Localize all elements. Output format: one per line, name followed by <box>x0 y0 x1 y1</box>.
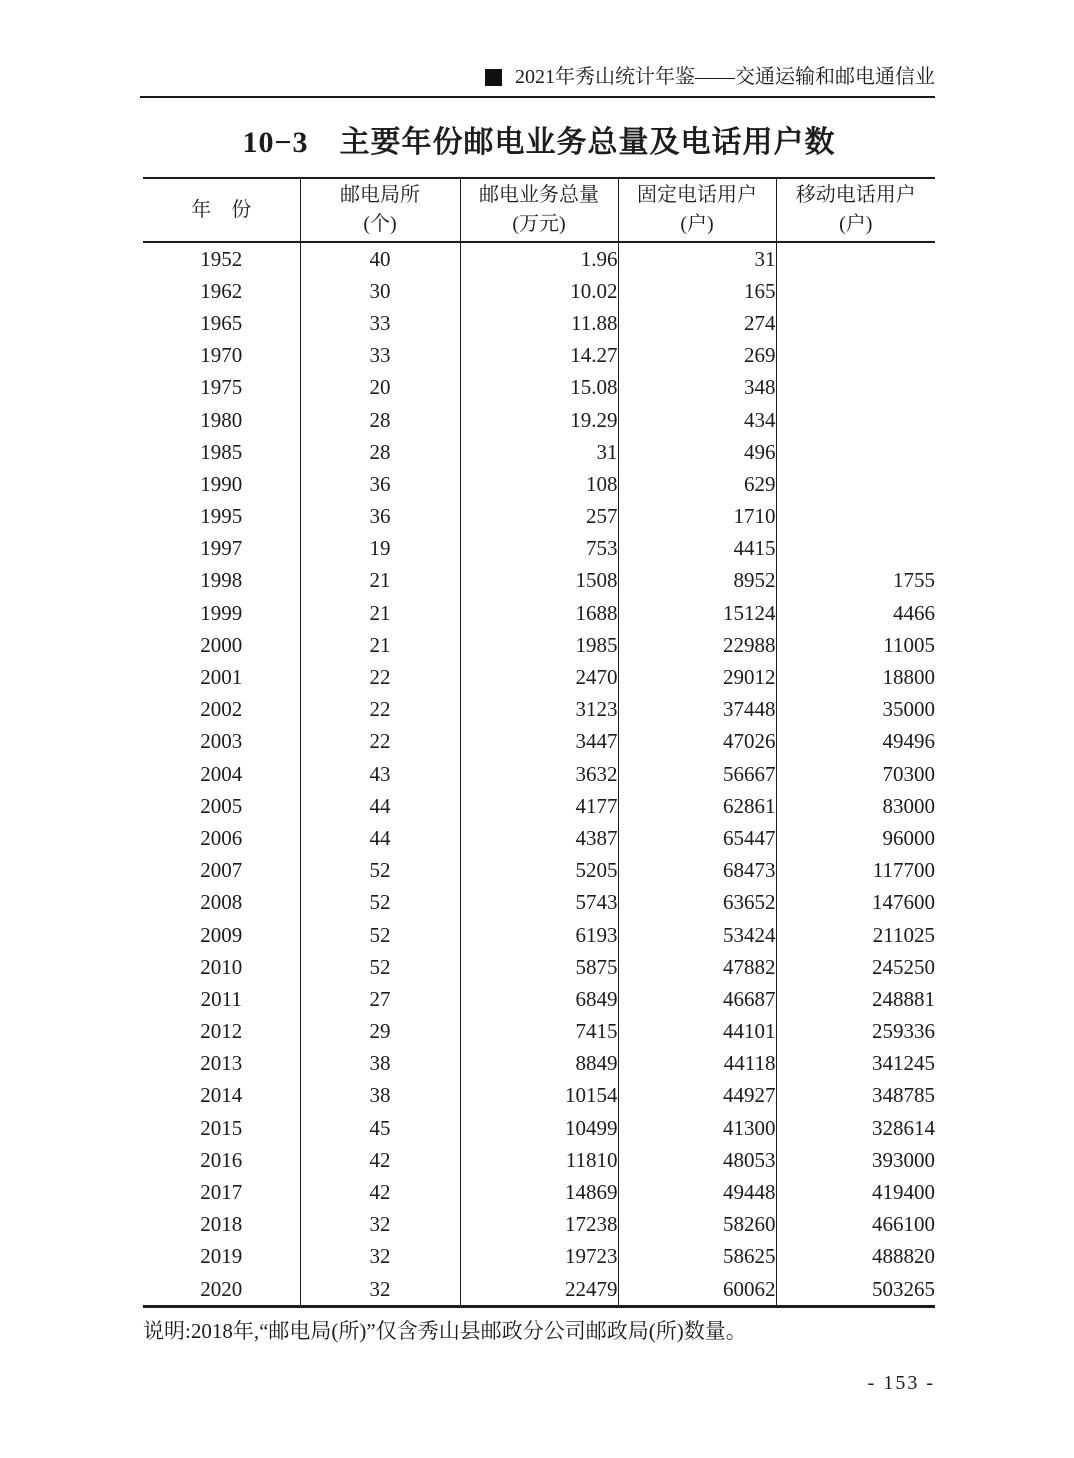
mobile-phone-cell <box>776 372 935 404</box>
column-header-label: 固定电话用户 <box>637 184 757 206</box>
offices-cell: 38 <box>300 1048 460 1080</box>
table-row <box>143 855 935 887</box>
column-header-volume <box>460 178 618 242</box>
fixed-phone-cell: 8952 <box>618 565 776 597</box>
column-header-fixed-phone <box>618 178 776 242</box>
mobile-phone-cell <box>776 307 935 339</box>
mobile-phone-cell <box>776 275 935 307</box>
volume-cell: 6193 <box>460 919 618 951</box>
fixed-phone-cell: 53424 <box>618 919 776 951</box>
mobile-phone-cell: 259336 <box>872 1019 935 1044</box>
mobile-phone-cell: 83000 <box>882 793 935 818</box>
table-row <box>143 661 935 693</box>
fixed-phone-cell: 496 <box>618 436 776 468</box>
fixed-phone-cell: 37448 <box>618 694 776 726</box>
offices-cell: 22 <box>300 694 460 726</box>
mobile-phone-cell: 49496 <box>882 729 935 754</box>
mobile-phone-cell: 1755 <box>893 568 935 593</box>
table-row <box>143 404 935 436</box>
fixed-phone-cell: 29012 <box>618 661 776 693</box>
table-body <box>143 242 935 1307</box>
fixed-phone-cell: 58625 <box>618 1241 776 1273</box>
fixed-phone-cell: 62861 <box>618 790 776 822</box>
year-cell: 1965 <box>143 307 300 339</box>
offices-cell: 28 <box>300 436 460 468</box>
year-cell: 1985 <box>143 436 300 468</box>
volume-cell: 108 <box>460 468 618 500</box>
year-cell: 2012 <box>143 1016 300 1048</box>
fixed-phone-cell: 68473 <box>618 855 776 887</box>
fixed-phone-cell: 31 <box>618 242 776 275</box>
year-cell: 1995 <box>143 501 300 533</box>
fixed-phone-cell: 1710 <box>618 501 776 533</box>
offices-cell: 52 <box>300 887 460 919</box>
mobile-phone-cell: 466100 <box>872 1212 935 1237</box>
year-cell: 2017 <box>143 1176 300 1208</box>
year-cell: 1980 <box>143 404 300 436</box>
mobile-phone-cell: 328614 <box>872 1115 935 1140</box>
year-cell: 1999 <box>143 597 300 629</box>
page-number: - 153 - <box>867 1372 935 1394</box>
volume-cell: 2470 <box>460 661 618 693</box>
volume-cell: 4387 <box>460 822 618 854</box>
mobile-phone-cell: 117700 <box>872 858 935 883</box>
offices-cell: 22 <box>300 661 460 693</box>
table-row <box>143 1176 935 1208</box>
column-header-label: 移动电话用户 <box>795 184 916 206</box>
fixed-phone-cell: 44927 <box>618 1080 776 1112</box>
offices-cell: 42 <box>300 1144 460 1176</box>
mobile-phone-cell: 211025 <box>872 922 935 947</box>
column-header-mobile-phone <box>776 178 935 242</box>
column-header-unit: (个) <box>363 213 397 235</box>
fixed-phone-cell: 22988 <box>618 629 776 661</box>
offices-cell: 32 <box>300 1209 460 1241</box>
volume-cell: 11810 <box>460 1144 618 1176</box>
table-row <box>143 822 935 854</box>
table-row <box>143 983 935 1015</box>
column-header-unit: (万元) <box>512 213 566 235</box>
table-row <box>143 887 935 919</box>
mobile-phone-cell: 147600 <box>872 890 935 915</box>
table-row <box>143 501 935 533</box>
table-row <box>143 275 935 307</box>
volume-cell: 31 <box>460 436 618 468</box>
offices-cell: 36 <box>300 468 460 500</box>
column-header-unit: (户) <box>680 213 714 235</box>
mobile-phone-cell: 488820 <box>872 1244 935 1269</box>
year-cell: 2007 <box>143 855 300 887</box>
volume-cell: 15.08 <box>460 372 618 404</box>
offices-cell: 32 <box>300 1273 460 1307</box>
volume-cell: 257 <box>460 501 618 533</box>
volume-cell: 5205 <box>460 855 618 887</box>
mobile-phone-cell: 248881 <box>872 986 935 1011</box>
offices-cell: 32 <box>300 1241 460 1273</box>
mobile-phone-cell: 393000 <box>872 1147 935 1172</box>
volume-cell: 10499 <box>460 1112 618 1144</box>
volume-cell: 14869 <box>460 1176 618 1208</box>
year-cell: 2008 <box>143 887 300 919</box>
fixed-phone-cell: 49448 <box>618 1176 776 1208</box>
volume-cell: 14.27 <box>460 340 618 372</box>
table-row <box>143 1209 935 1241</box>
year-cell: 2014 <box>143 1080 300 1112</box>
fixed-phone-cell: 47026 <box>618 726 776 758</box>
mobile-phone-cell: 348785 <box>872 1083 935 1108</box>
mobile-phone-cell <box>776 340 935 372</box>
year-cell: 2020 <box>143 1273 300 1307</box>
offices-cell: 20 <box>300 372 460 404</box>
fixed-phone-cell: 274 <box>618 307 776 339</box>
table-row <box>143 533 935 565</box>
mobile-phone-cell <box>776 242 935 275</box>
mobile-phone-cell <box>776 533 935 565</box>
mobile-phone-cell: 35000 <box>882 697 935 722</box>
volume-cell: 1.96 <box>460 242 618 275</box>
offices-cell: 30 <box>300 275 460 307</box>
offices-cell: 43 <box>300 758 460 790</box>
year-cell: 2009 <box>143 919 300 951</box>
fixed-phone-cell: 4415 <box>618 533 776 565</box>
table-row <box>143 565 935 597</box>
offices-cell: 52 <box>300 855 460 887</box>
table-row <box>143 951 935 983</box>
fixed-phone-cell: 629 <box>618 468 776 500</box>
volume-cell: 22479 <box>460 1273 618 1307</box>
table-row <box>143 694 935 726</box>
year-cell: 2003 <box>143 726 300 758</box>
table-header <box>143 178 935 242</box>
column-header-label: 年 份 <box>191 198 252 221</box>
fixed-phone-cell: 44101 <box>618 1016 776 1048</box>
table-row <box>143 372 935 404</box>
mobile-phone-cell: 341245 <box>872 1051 935 1076</box>
volume-cell: 11.88 <box>460 307 618 339</box>
offices-cell: 29 <box>300 1016 460 1048</box>
offices-cell: 40 <box>300 242 460 275</box>
volume-cell: 10.02 <box>460 275 618 307</box>
fixed-phone-cell: 47882 <box>618 951 776 983</box>
year-cell: 2010 <box>143 951 300 983</box>
offices-cell: 52 <box>300 951 460 983</box>
offices-cell: 38 <box>300 1080 460 1112</box>
mobile-phone-cell <box>776 404 935 436</box>
year-cell: 1962 <box>143 275 300 307</box>
fixed-phone-cell: 269 <box>618 340 776 372</box>
mobile-phone-cell <box>776 468 935 500</box>
volume-cell: 19.29 <box>460 404 618 436</box>
volume-cell: 1688 <box>460 597 618 629</box>
mobile-phone-cell <box>776 436 935 468</box>
offices-cell: 36 <box>300 501 460 533</box>
column-header-label: 邮电业务总量 <box>479 184 599 206</box>
table-header-row <box>143 178 935 242</box>
year-cell: 2018 <box>143 1209 300 1241</box>
volume-cell: 8849 <box>460 1048 618 1080</box>
year-cell: 1990 <box>143 468 300 500</box>
offices-cell: 21 <box>300 565 460 597</box>
year-cell: 1998 <box>143 565 300 597</box>
offices-cell: 42 <box>300 1176 460 1208</box>
mobile-phone-cell: 11005 <box>883 632 935 657</box>
year-cell: 2006 <box>143 822 300 854</box>
offices-cell: 27 <box>300 983 460 1015</box>
volume-cell: 3632 <box>460 758 618 790</box>
year-cell: 1997 <box>143 533 300 565</box>
year-cell: 2000 <box>143 629 300 661</box>
volume-cell: 1985 <box>460 629 618 661</box>
offices-cell: 44 <box>300 790 460 822</box>
fixed-phone-cell: 60062 <box>618 1273 776 1307</box>
table-row <box>143 629 935 661</box>
table-row <box>143 1016 935 1048</box>
year-cell: 1975 <box>143 372 300 404</box>
offices-cell: 52 <box>300 919 460 951</box>
table-row <box>143 790 935 822</box>
offices-cell: 22 <box>300 726 460 758</box>
volume-cell: 3447 <box>460 726 618 758</box>
column-header-unit: (户) <box>839 213 873 235</box>
mobile-phone-cell: 503265 <box>872 1276 935 1301</box>
year-cell: 2013 <box>143 1048 300 1080</box>
mobile-phone-cell: 70300 <box>882 761 935 786</box>
mobile-phone-cell: 4466 <box>893 600 935 625</box>
fixed-phone-cell: 41300 <box>618 1112 776 1144</box>
year-cell: 2002 <box>143 694 300 726</box>
table-row <box>143 1241 935 1273</box>
mobile-phone-cell: 96000 <box>882 825 935 850</box>
page-header <box>143 65 935 89</box>
table-row <box>143 919 935 951</box>
column-header-label: 邮电局所 <box>340 184 420 206</box>
table-row <box>143 468 935 500</box>
volume-cell: 5743 <box>460 887 618 919</box>
offices-cell: 21 <box>300 597 460 629</box>
volume-cell: 5875 <box>460 951 618 983</box>
fixed-phone-cell: 65447 <box>618 822 776 854</box>
table-row <box>143 307 935 339</box>
offices-cell: 45 <box>300 1112 460 1144</box>
year-cell: 1970 <box>143 340 300 372</box>
fixed-phone-cell: 15124 <box>618 597 776 629</box>
table-row <box>143 242 935 275</box>
volume-cell: 753 <box>460 533 618 565</box>
year-cell: 2005 <box>143 790 300 822</box>
year-cell: 2015 <box>143 1112 300 1144</box>
volume-cell: 19723 <box>460 1241 618 1273</box>
table-row <box>143 1112 935 1144</box>
fixed-phone-cell: 165 <box>618 275 776 307</box>
table-row <box>143 1080 935 1112</box>
volume-cell: 3123 <box>460 694 618 726</box>
offices-cell: 28 <box>300 404 460 436</box>
fixed-phone-cell: 56667 <box>618 758 776 790</box>
year-cell: 2011 <box>143 983 300 1015</box>
column-header-year <box>143 178 300 242</box>
year-cell: 2004 <box>143 758 300 790</box>
year-cell: 1952 <box>143 242 300 275</box>
volume-cell: 17238 <box>460 1209 618 1241</box>
volume-cell: 10154 <box>460 1080 618 1112</box>
offices-cell: 19 <box>300 533 460 565</box>
mobile-phone-cell: 18800 <box>882 665 935 690</box>
volume-cell: 1508 <box>460 565 618 597</box>
footnote: 说明:2018年,“邮电局(所)”仅含秀山县邮政分公司邮政局(所)数量。 <box>143 1319 747 1343</box>
offices-cell: 33 <box>300 340 460 372</box>
mobile-phone-cell <box>776 501 935 533</box>
year-cell: 2001 <box>143 661 300 693</box>
offices-cell: 21 <box>300 629 460 661</box>
table-row <box>143 1048 935 1080</box>
volume-cell: 4177 <box>460 790 618 822</box>
fixed-phone-cell: 63652 <box>618 887 776 919</box>
year-cell: 2019 <box>143 1241 300 1273</box>
fixed-phone-cell: 434 <box>618 404 776 436</box>
volume-cell: 7415 <box>460 1016 618 1048</box>
mobile-phone-cell: 419400 <box>872 1180 935 1205</box>
table-row <box>143 758 935 790</box>
fixed-phone-cell: 348 <box>618 372 776 404</box>
offices-cell: 33 <box>300 307 460 339</box>
volume-cell: 6849 <box>460 983 618 1015</box>
fixed-phone-cell: 58260 <box>618 1209 776 1241</box>
header-rule <box>140 96 935 98</box>
table-title: 10−3 主要年份邮电业务总量及电话用户数 <box>242 126 836 159</box>
fixed-phone-cell: 46687 <box>618 983 776 1015</box>
statistics-table <box>143 177 935 1308</box>
fixed-phone-cell: 44118 <box>618 1048 776 1080</box>
table-row <box>143 436 935 468</box>
offices-cell: 44 <box>300 822 460 854</box>
table-row <box>143 1144 935 1176</box>
fixed-phone-cell: 48053 <box>618 1144 776 1176</box>
year-cell: 2016 <box>143 1144 300 1176</box>
table-row <box>143 597 935 629</box>
table-row <box>143 726 935 758</box>
column-header-offices <box>300 178 460 242</box>
section-marker-icon <box>485 69 502 86</box>
mobile-phone-cell: 245250 <box>872 954 935 979</box>
running-head-text: 2021年秀山统计年鉴——交通运输和邮电通信业 <box>515 66 935 88</box>
table-row <box>143 1273 935 1307</box>
table-row <box>143 340 935 372</box>
